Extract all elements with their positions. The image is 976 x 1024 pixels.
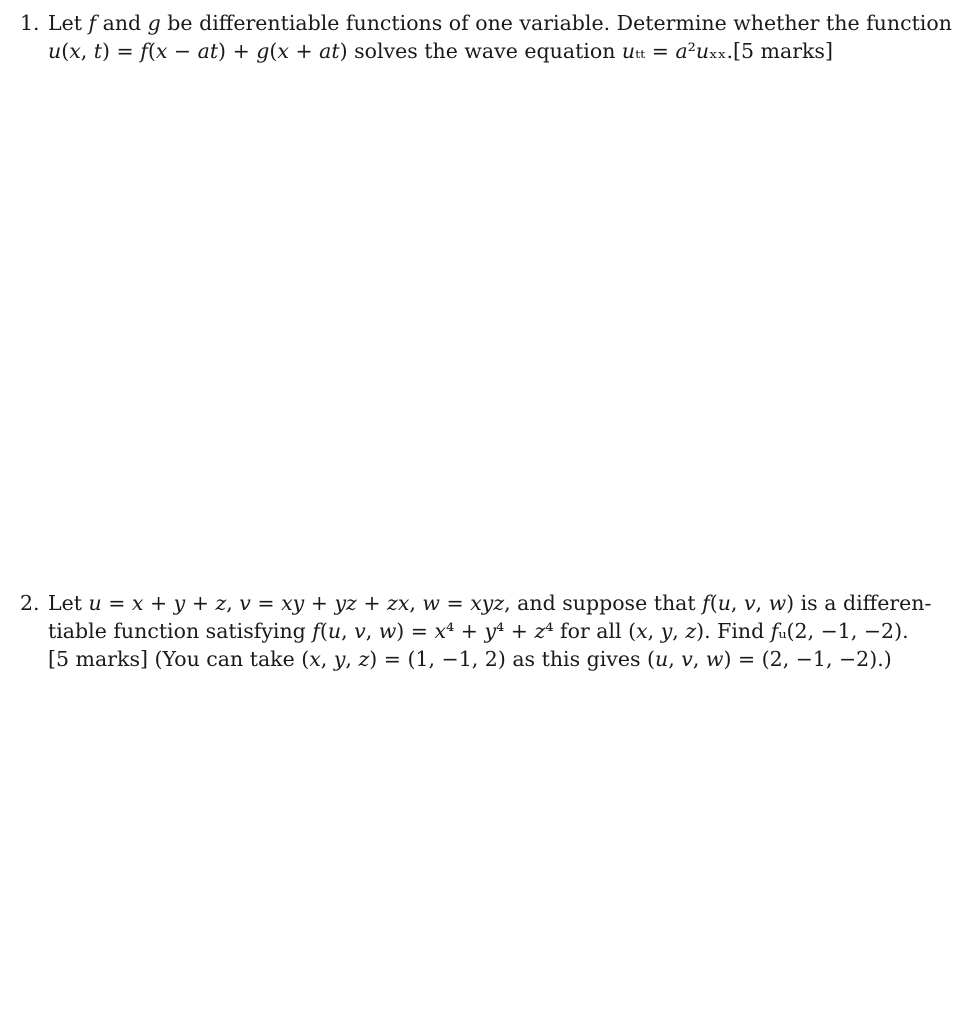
question-2-line-2: tiable function satisfying 𝑓(𝑢, 𝑣, 𝑤) = 𝑥⁴ + 𝑦⁴ + 𝑧⁴ for all (𝑥, 𝑦, 𝑧). Find 𝑓ᵤ(2, −1, −2). [48, 619, 909, 643]
question-2-line-3: [5 marks] (You can take (𝑥, 𝑦, 𝑧) = (1, −1, 2) as this gives (𝑢, 𝑣, 𝑤) = (2, −1, −2).) [48, 647, 892, 671]
question-2-number: 2. [20, 591, 40, 615]
question-2-text-1: Let 𝑢 = 𝑥 + 𝑦 + 𝑧, 𝑣 = 𝑥𝑦 + 𝑦𝑧 + 𝑧𝑥, 𝑤 = 𝑥𝑦𝑧, and suppose that 𝑓(𝑢, 𝑣, 𝑤) is a differen- [48, 591, 932, 615]
question-2 [20, 589, 950, 673]
question-1-number: 1. [20, 11, 40, 35]
question-1 [20, 9, 950, 65]
question-1-line-2: 𝑢(𝑥, 𝑡) = 𝑓(𝑥 − 𝑎𝑡) + 𝑔(𝑥 + 𝑎𝑡) solves the wave equation 𝑢ₜₜ = 𝑎²𝑢ₓₓ.[5 marks] [48, 39, 833, 63]
question-1-line-1 [20, 9, 950, 37]
question-1-text-1: Let 𝑓 and 𝑔 be differentiable functions of one variable. Determine whether the function [48, 11, 952, 35]
question-2-line-1 [20, 589, 950, 617]
